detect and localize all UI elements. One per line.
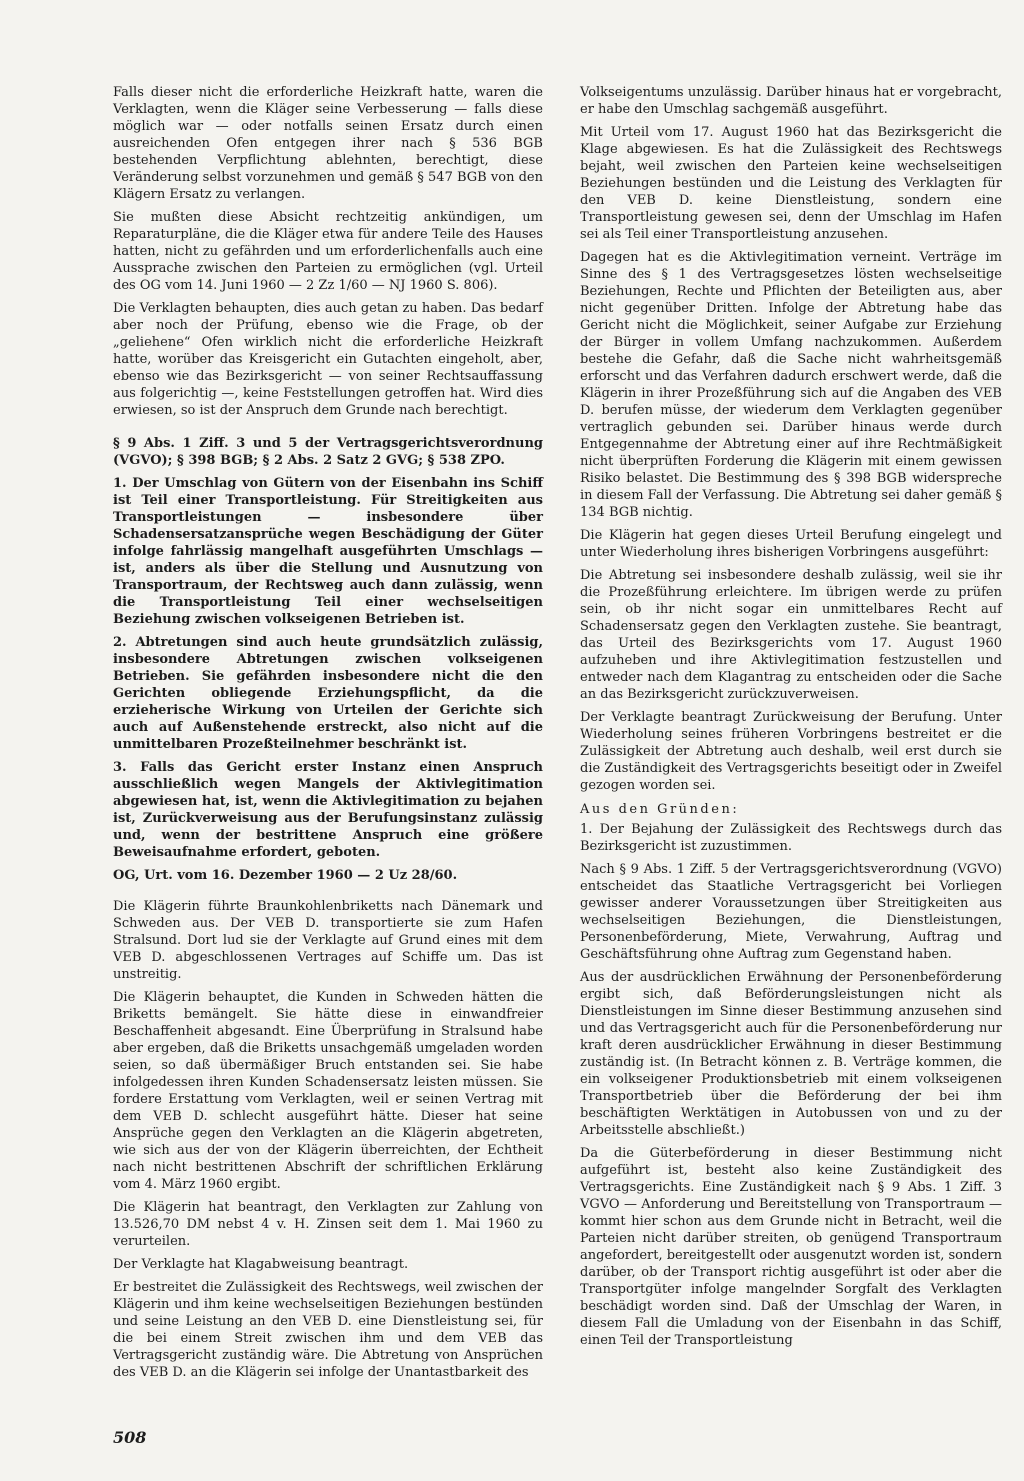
left-paragraph-4: Die Klägerin führte Braunkohlenbriketts nach Dänemark und Schweden aus. Der VEB D. transportierte sie zum Hafen Stralsund. Dort lud sie der Verklagte auf Grund eines mit dem VEB D. abgeschlossenen Vertrages auf Schiffe um. Das ist unstreitig. xyxy=(113,899,543,982)
right-paragraph-9: Aus der ausdrücklichen Erwähnung der Personenbeförderung ergibt sich, daß Beförderungsleistungen nicht als Dienstleistungen im Sinne dieser Bestimmung anzusehen sind und das Vertragsgericht auch für die Personenbeförderung nur kraft deren ausdrücklicher Erwähnung in dieser Bestimmung zuständig ist. (In Betracht können z. B. Verträge kommen, die ein volkseigener Produktionsbetrieb mit einem volkseigenen Transportbetrieb über die Beförderung der bei ihm beschäftigten Werktätigen in Autobussen von und zu der Arbeitsstelle abschließt.) xyxy=(580,970,1002,1138)
page-number: 508 xyxy=(113,1428,147,1447)
right-paragraph-5: Die Abtretung sei insbesondere deshalb zulässig, weil sie ihr die Prozeßführung erleichtere. Im übrigen werde zu prüfen sein, ob ihr nicht sogar ein unmittelbares Recht auf Schadensersatz gegen den Verklagten zustehe. Sie beantragt, das Urteil des Bezirksgerichts vom 17. August 1960 aufzuheben und ihre Aktivlegitimation festzustellen und entweder nach dem Klagantrag zu entscheiden oder die Sache an das Bezirksgericht zurückzuverweisen. xyxy=(580,568,1002,702)
right-paragraph-1: Volkseigentums unzulässig. Darüber hinaus hat er vorgebracht, er habe den Umschlag sachgemäß ausgeführt. xyxy=(580,85,1002,117)
left-paragraph-6: Die Klägerin hat beantragt, den Verklagten zur Zahlung von 13.526,70 DM nebst 4 v. H. Zinsen seit dem 1. Mai 1960 zu verurteilen. xyxy=(113,1200,543,1249)
left-paragraph-5: Die Klägerin behauptet, die Kunden in Schweden hätten die Briketts bemängelt. Sie hätte diese in einwandfreier Beschaffenheit abgesandt. Eine Überprüfung in Stralsund habe aber ergeben, daß die Briketts unsachgemäß umgeladen worden seien, so daß übermäßiger Bruch entstanden sei. Sie habe infolgedessen ihren Kunden Schadensersatz leisten müssen. Sie fordere Erstattung vom Verklagten, weil er seinen Vertrag mit dem VEB D. schlecht ausgeführt hätte. Dieser hat seine Ansprüche gegen den Verklagten an die Klägerin abgetreten, wie sich aus der von der Klägerin überreichten, der Echtheit nach nicht bestrittenen Abschrift der schriftlichen Erklärung vom 4. März 1960 ergibt. xyxy=(113,990,543,1192)
right-paragraph-8: Nach § 9 Abs. 1 Ziff. 5 der Vertragsgerichtsverordnung (VGVO) entscheidet das Staatliche Vertragsgericht bei Vorliegen gewisser anderer Voraussetzungen über Streitigkeiten aus wechselseitigen Beziehungen, die Dienstleistungen, Personenbeförderung, Miete, Verwahrung, Auftrag und Geschäftsführung ohne Auftrag zum Gegenstand haben. xyxy=(580,862,1002,962)
right-paragraph-10: Da die Güterbeförderung in dieser Bestimmung nicht aufgeführt ist, besteht also keine Zuständigkeit des Vertragsgerichts. Eine Zuständigkeit nach § 9 Abs. 1 Ziff. 3 VGVO — Anforderung und Bereitstellung von Transportraum — kommt hier schon aus dem Grunde nicht in Betracht, weil die Parteien nicht darüber streiten, ob genügend Transportraum angefordert, bereitgestellt oder ausgenutzt worden ist, sondern darüber, ob der Transport richtig ausgeführt ist oder aber die Transportgüter infolge mangelnder Sorgfalt des Verklagten beschädigt worden sind. Daß der Umschlag der Waren, in diesem Fall die Umladung von der Eisenbahn in das Schiff, einen Teil der Transportleistung xyxy=(580,1146,1002,1348)
right-paragraph-3: Dagegen hat es die Aktivlegitimation verneint. Verträge im Sinne des § 1 des Vertragsgesetzes lösten wechselseitige Beziehungen, Rechte und Pflichten der Beteiligten aus, aber nicht gegenüber Dritten. Infolge der Abtretung habe das Gericht nicht die Möglichkeit, seiner Aufgabe zur Erziehung der Bürger in vollem Umfang nachzukommen. Außerdem bestehe die Gefahr, daß die Sache nicht wahrheitsgemäß erforscht und das Verfahren dadurch erschwert werde, daß die Klägerin in ihrer Prozeßführung sich auf die Angaben des VEB D. berufen müsse, der wiederum dem Verklagten gegenüber vertraglich gebunden sei. Darüber hinaus werde durch Entgegennahme der Abtretung einer auf ihre Rechtmäßigkeit nicht überprüften Forderung die Klägerin mit einem gewissen Risiko belastet. Die Bestimmung des § 398 BGB widerspreche in diesem Fall der Verfassung. Die Abtretung sei daher gemäß § 134 BGB nichtig. xyxy=(580,250,1002,520)
headnote-3: 3. Falls das Gericht erster Instanz einen Anspruch ausschließlich wegen Mangels der Aktivlegitimation abgewiesen hat, ist, wenn die Aktivlegitimation zu bejahen ist, Zurückverweisung aus der Berufungsinstanz zulässig und, wenn der bestrittene Anspruch eine größere Beweisaufnahme erfordert, geboten. xyxy=(113,760,543,860)
left-paragraph-2: Sie mußten diese Absicht rechtzeitig ankündigen, um Reparaturpläne, die die Kläger etwa für andere Teile des Hauses hatten, nicht zu gefährden und um erforderlichenfalls auch eine Aussprache zwischen den Parteien zu ermöglichen (vgl. Urteil des OG vom 14. Juni 1960 — 2 Zz 1/60 — NJ 1960 S. 806). xyxy=(113,210,543,293)
right-paragraph-7: 1. Der Bejahung der Zulässigkeit des Rechtswegs durch das Bezirksgericht ist zuzustimmen. xyxy=(580,822,1002,854)
right-column xyxy=(580,84,1002,1355)
left-paragraph-3: Die Verklagten behaupten, dies auch getan zu haben. Das bedarf aber noch der Prüfung, ebenso wie die Frage, ob der „geliehene“ Ofen wirklich nicht die erforderliche Heizkraft hatte, worüber das Kreisgericht ein Gutachten eingeholt, aber, ebenso wie das Bezirksgericht — von seiner Rechtsauffassung aus folgerichtig —, keine Feststellungen getroffen hat. Wird dies erwiesen, so ist der Anspruch dem Grunde nach berechtigt. xyxy=(113,301,543,418)
right-paragraph-6: Der Verklagte beantragt Zurückweisung der Berufung. Unter Wiederholung seines früheren Vorbringens bestreitet er die Zulässigkeit der Abtretung auch deshalb, weil erst durch sie die Zuständigkeit des Vertragsgerichts beseitigt oder in Zweifel gezogen worden sei. xyxy=(580,710,1002,793)
right-paragraph-4: Die Klägerin hat gegen dieses Urteil Berufung eingelegt und unter Wiederholung ihres bisherigen Vorbringens ausgeführt: xyxy=(580,528,1002,560)
headnote-2: 2. Abtretungen sind auch heute grundsätzlich zulässig, insbesondere Abtretungen zwischen volkseigenen Betrieben. Sie gefährden insbesondere nicht die den Gerichten obliegende Erziehungspflicht, da die erzieherische Wirkung von Urteilen der Gerichte sich auch auf Außenstehende erstreckt, also nicht auf die unmittelbaren Prozeßteilnehmer beschränkt ist. xyxy=(113,635,543,752)
left-paragraph-8: Er bestreitet die Zulässigkeit des Rechtswegs, weil zwischen der Klägerin und ihm keine wechselseitigen Beziehungen bestünden und seine Leistung an den VEB D. eine Dienstleistung sei, für die bei einem Streit zwischen ihm und dem VEB das Vertragsgericht zuständig wäre. Die Abtretung von Ansprüchen des VEB D. an die Klägerin sei infolge der Unantastbarkeit des xyxy=(113,1280,543,1380)
right-paragraph-2: Mit Urteil vom 17. August 1960 hat das Bezirksgericht die Klage abgewiesen. Es hat die Zulässigkeit des Rechtswegs bejaht, weil zwischen den Parteien keine wechselseitigen Beziehungen bestünden und die Leistung des Verklagten für den VEB D. keine Dienstleistung, sondern eine Transportleistung gewesen sei, denn der Umschlag im Hafen sei als Teil einer Transportleistung anzusehen. xyxy=(580,125,1002,242)
left-paragraph-1: Falls dieser nicht die erforderliche Heizkraft hatte, waren die Verklagten, wenn die Kläger seine Verbesserung — falls diese möglich war — oder notfalls seinen Ersatz durch einen ausreichenden Ofen entgegen ihrer nach § 536 BGB bestehenden Verpflichtung ablehnten, berechtigt, diese Veränderung selbst vorzunehmen und gemäß § 547 BGB von den Klägern Ersatz zu verlangen. xyxy=(113,85,543,202)
left-column xyxy=(113,84,543,1387)
headnote-1: 1. Der Umschlag von Gütern von der Eisenbahn ins Schiff ist Teil einer Transportleistung. Für Streitigkeiten aus Transportleistungen — insbesondere über Schadensersatzansprüche wegen Beschädigung der Güter infolge fahrlässig mangelhaft ausgeführten Umschlags — ist, anders als über die Stellung und Ausnutzung von Transportraum, der Rechtsweg auch dann zulässig, wenn die Transportleistung Teil einer wechselseitigen Beziehung zwischen volkseigenen Betrieben ist. xyxy=(113,476,543,627)
left-paragraph-7: Der Verklagte hat Klagabweisung beantragt. xyxy=(113,1257,409,1272)
law-references-heading: § 9 Abs. 1 Ziff. 3 und 5 der Vertragsgerichtsverordnung (VGVO); § 398 BGB; § 2 Abs. 2 Satz 2 GVG; § 538 ZPO. xyxy=(113,436,543,468)
court-citation: OG, Urt. vom 16. Dezember 1960 — 2 Uz 28/60. xyxy=(113,868,458,883)
section-heading-reasons: Aus den Gründen: xyxy=(580,802,740,817)
